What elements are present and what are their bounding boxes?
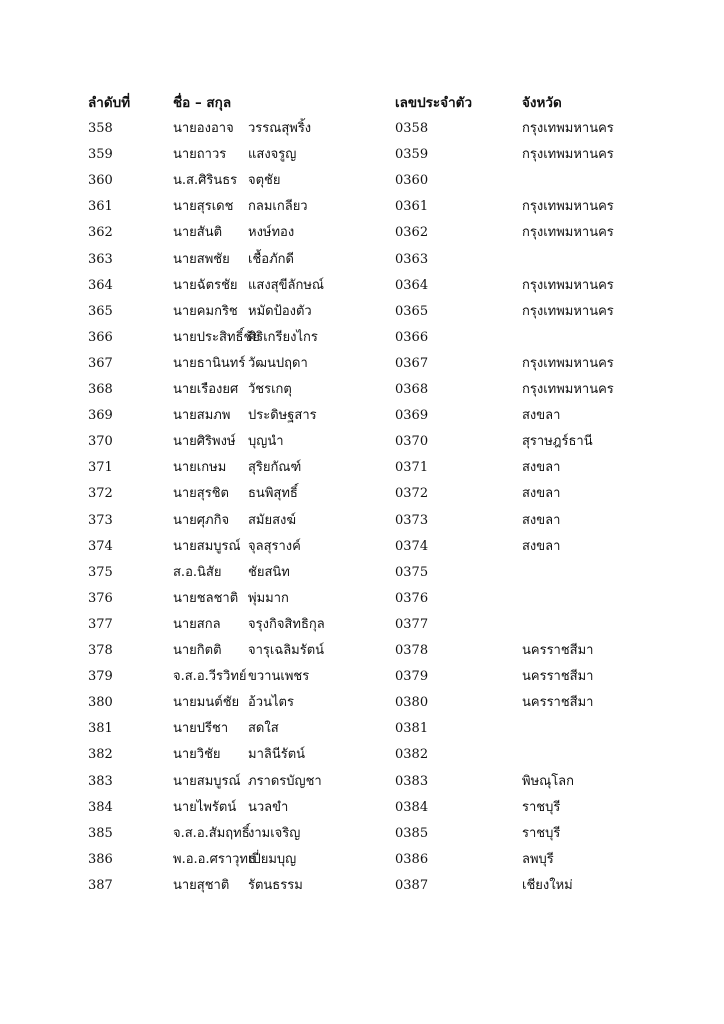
province: สงขลา: [522, 408, 561, 424]
member-id: 0363: [395, 251, 429, 267]
row-number: 382: [88, 747, 113, 763]
member-id: 0373: [395, 512, 429, 528]
table-row: [0, 588, 724, 610]
last-name: สดใส: [248, 721, 279, 737]
first-name: นายสมบูรณ์: [173, 773, 241, 789]
table-row: [0, 614, 724, 636]
last-name: แสงสุขีลักษณ์: [248, 277, 324, 293]
last-name: จุลสุรางค์: [248, 538, 301, 554]
first-name: นายสันติ: [173, 225, 223, 241]
province: กรุงเทพมหานคร: [522, 121, 614, 136]
table-row: [0, 301, 724, 323]
member-id: 0372: [395, 486, 429, 502]
row-number: 380: [88, 695, 113, 711]
member-id: 0378: [395, 643, 429, 658]
first-name: นายสมบูรณ์: [173, 538, 241, 554]
member-id: 0386: [395, 851, 429, 867]
member-id: 0370: [395, 434, 429, 450]
member-id: 0376: [395, 590, 429, 606]
row-number: 363: [88, 251, 113, 267]
province: ลพบุรี: [522, 851, 554, 867]
province: ราชบุรี: [522, 825, 561, 841]
province: นครราชสีมา: [522, 643, 594, 658]
last-name: ภราดรบัญชา: [248, 773, 322, 789]
first-name: นายประสิทธิ์ชัย: [173, 329, 260, 345]
row-number: 369: [88, 408, 113, 424]
table-row: [0, 118, 724, 140]
last-name: ชัยสนิท: [248, 564, 290, 580]
first-name: นายองอาจ: [173, 121, 234, 136]
row-number: 385: [88, 825, 113, 841]
last-name: จารุเฉลิมรัตน์: [248, 643, 325, 658]
last-name: จรุงกิจสิทธิกุล: [248, 616, 325, 632]
first-name: น.ส.ศิรินธร: [173, 173, 238, 189]
table-row: [0, 640, 724, 662]
member-id: 0369: [395, 408, 429, 424]
last-name: เปี่ยมบุญ: [248, 851, 297, 867]
table-row: [0, 249, 724, 271]
table-row: [0, 353, 724, 375]
last-name: วัฒนปฤดา: [248, 355, 308, 371]
first-name: นายฉัตรชัย: [173, 277, 238, 293]
last-name: ศิริเกรียงไกร: [248, 329, 318, 345]
table-row: [0, 483, 724, 505]
first-name: นายสกล: [173, 616, 221, 632]
first-name: นายศิริพงษ์: [173, 434, 236, 450]
first-name: นายธานินทร์: [173, 355, 246, 371]
member-id: 0387: [395, 877, 429, 893]
member-id: 0385: [395, 825, 429, 841]
member-id: 0381: [395, 721, 429, 737]
province: กรุงเทพมหานคร: [522, 277, 614, 293]
row-number: 374: [88, 538, 113, 554]
table-row: [0, 457, 724, 479]
province: กรุงเทพมหานคร: [522, 225, 614, 241]
province: สงขลา: [522, 486, 561, 502]
table-row: [0, 744, 724, 766]
province: ราชบุรี: [522, 799, 561, 815]
last-name: แสงจรูญ: [248, 147, 297, 163]
first-name: จ.ส.อ.สัมฤทธิ์: [173, 825, 250, 841]
table-row: [0, 875, 724, 897]
table-row: [0, 431, 724, 453]
member-id: 0360: [395, 173, 429, 189]
table-row: [0, 562, 724, 584]
table-row: [0, 797, 724, 819]
header-id: เลขประจำตัว: [395, 95, 473, 111]
province: สงขลา: [522, 512, 561, 528]
row-number: 373: [88, 512, 113, 528]
table-row: [0, 536, 724, 558]
table-row: [0, 692, 724, 714]
table-row: [0, 405, 724, 427]
province: กรุงเทพมหานคร: [522, 147, 614, 163]
member-id: 0380: [395, 695, 429, 711]
province: กรุงเทพมหานคร: [522, 303, 614, 319]
table-row: [0, 718, 724, 740]
member-id: 0375: [395, 564, 429, 580]
table-row: [0, 823, 724, 845]
row-number: 378: [88, 643, 113, 658]
province: นครราชสีมา: [522, 669, 594, 685]
header-name: ชื่อ – สกุล: [173, 95, 232, 111]
member-id: 0367: [395, 355, 429, 371]
member-id: 0371: [395, 460, 429, 476]
first-name: นายเรืองยศ: [173, 382, 239, 397]
first-name: นายไพรัตน์: [173, 799, 237, 815]
first-name: นายวิชัย: [173, 747, 221, 763]
member-id: 0362: [395, 225, 429, 241]
last-name: วัชรเกตุ: [248, 382, 292, 397]
first-name: นายสุรเดช: [173, 199, 234, 215]
first-name: พ.อ.อ.ศราวุทธ: [173, 851, 256, 867]
first-name: นายสุรชิต: [173, 486, 229, 502]
table-row: [0, 379, 724, 401]
last-name: กลมเกลียว: [248, 199, 308, 215]
table-row: [0, 196, 724, 218]
first-name: นายสมภพ: [173, 408, 231, 424]
last-name: ธนพิสุทธิ์: [248, 486, 298, 502]
table-row: [0, 771, 724, 793]
last-name: บุญนำ: [248, 434, 284, 450]
first-name: นายมนต์ชัย: [173, 695, 240, 711]
last-name: พุ่มมาก: [248, 590, 289, 606]
table-row: [0, 170, 724, 192]
province: เชียงใหม่: [522, 877, 573, 893]
province: กรุงเทพมหานคร: [522, 382, 614, 397]
table-row: [0, 510, 724, 532]
member-id: 0366: [395, 329, 429, 345]
row-number: 368: [88, 382, 113, 397]
first-name: นายคมกริช: [173, 303, 238, 319]
first-name: นายกิตติ: [173, 643, 222, 658]
member-id: 0361: [395, 199, 429, 215]
table-header: [0, 92, 724, 114]
province: สงขลา: [522, 460, 561, 476]
member-id: 0374: [395, 538, 429, 554]
row-number: 386: [88, 851, 113, 867]
last-name: งามเจริญ: [248, 825, 301, 841]
row-number: 360: [88, 173, 113, 189]
first-name: นายชลชาติ: [173, 590, 239, 606]
first-name: จ.ส.อ.วีรวิทย์: [173, 669, 247, 685]
member-id: 0364: [395, 277, 429, 293]
member-id: 0383: [395, 773, 429, 789]
member-id: 0359: [395, 147, 429, 163]
member-id: 0377: [395, 616, 429, 632]
province: พิษณุโลก: [522, 773, 575, 789]
row-number: 362: [88, 225, 113, 241]
row-number: 376: [88, 590, 113, 606]
row-number: 381: [88, 721, 113, 737]
row-number: 366: [88, 329, 113, 345]
last-name: อ้วนไตร: [248, 695, 294, 711]
header-no: ลำดับที่: [88, 95, 131, 111]
first-name: นายถาวร: [173, 147, 227, 163]
row-number: 383: [88, 773, 113, 789]
row-number: 365: [88, 303, 113, 319]
last-name: สุริยกัณฑ์: [248, 460, 302, 476]
row-number: 361: [88, 199, 113, 215]
first-name: นายเกษม: [173, 460, 227, 476]
province: นครราชสีมา: [522, 695, 594, 711]
member-id: 0382: [395, 747, 429, 763]
member-id: 0365: [395, 303, 429, 319]
last-name: จตุชัย: [248, 173, 281, 189]
province: กรุงเทพมหานคร: [522, 355, 614, 371]
last-name: นวลขำ: [248, 799, 289, 815]
member-id: 0368: [395, 382, 429, 397]
province: สงขลา: [522, 538, 561, 554]
row-number: 379: [88, 669, 113, 685]
province: กรุงเทพมหานคร: [522, 199, 614, 215]
last-name: รัตนธรรม: [248, 877, 303, 893]
province: สุราษฎร์ธานี: [522, 434, 593, 450]
row-number: 358: [88, 121, 113, 136]
last-name: ขวานเพชร: [248, 669, 310, 685]
member-id: 0358: [395, 121, 429, 136]
row-number: 359: [88, 147, 113, 163]
row-number: 364: [88, 277, 113, 293]
first-name: นายศุภกิจ: [173, 512, 230, 528]
row-number: 377: [88, 616, 113, 632]
table-row: [0, 144, 724, 166]
member-id: 0384: [395, 799, 429, 815]
row-number: 375: [88, 564, 113, 580]
last-name: มาลินีรัตน์: [248, 747, 306, 763]
table-row: [0, 275, 724, 297]
member-id: 0379: [395, 669, 429, 685]
last-name: หงษ์ทอง: [248, 225, 295, 241]
table-row: [0, 849, 724, 871]
last-name: วรรณสุพริ้ง: [248, 121, 312, 136]
row-number: 387: [88, 877, 113, 893]
last-name: เชื้อภักดี: [248, 251, 294, 267]
table-row: [0, 666, 724, 688]
first-name: นายสุชาติ: [173, 877, 230, 893]
first-name: ส.อ.นิสัย: [173, 564, 222, 580]
last-name: หมัดป้องตัว: [248, 303, 312, 319]
row-number: 371: [88, 460, 113, 476]
row-number: 384: [88, 799, 113, 815]
table-row: [0, 222, 724, 244]
last-name: ประดิษฐสาร: [248, 408, 317, 424]
row-number: 367: [88, 355, 113, 371]
last-name: สมัยสงฆ์: [248, 512, 297, 528]
table-row: [0, 327, 724, 349]
first-name: นายปรีชา: [173, 721, 229, 737]
row-number: 372: [88, 486, 113, 502]
header-province: จังหวัด: [522, 95, 562, 111]
first-name: นายสพชัย: [173, 251, 230, 267]
row-number: 370: [88, 434, 113, 450]
